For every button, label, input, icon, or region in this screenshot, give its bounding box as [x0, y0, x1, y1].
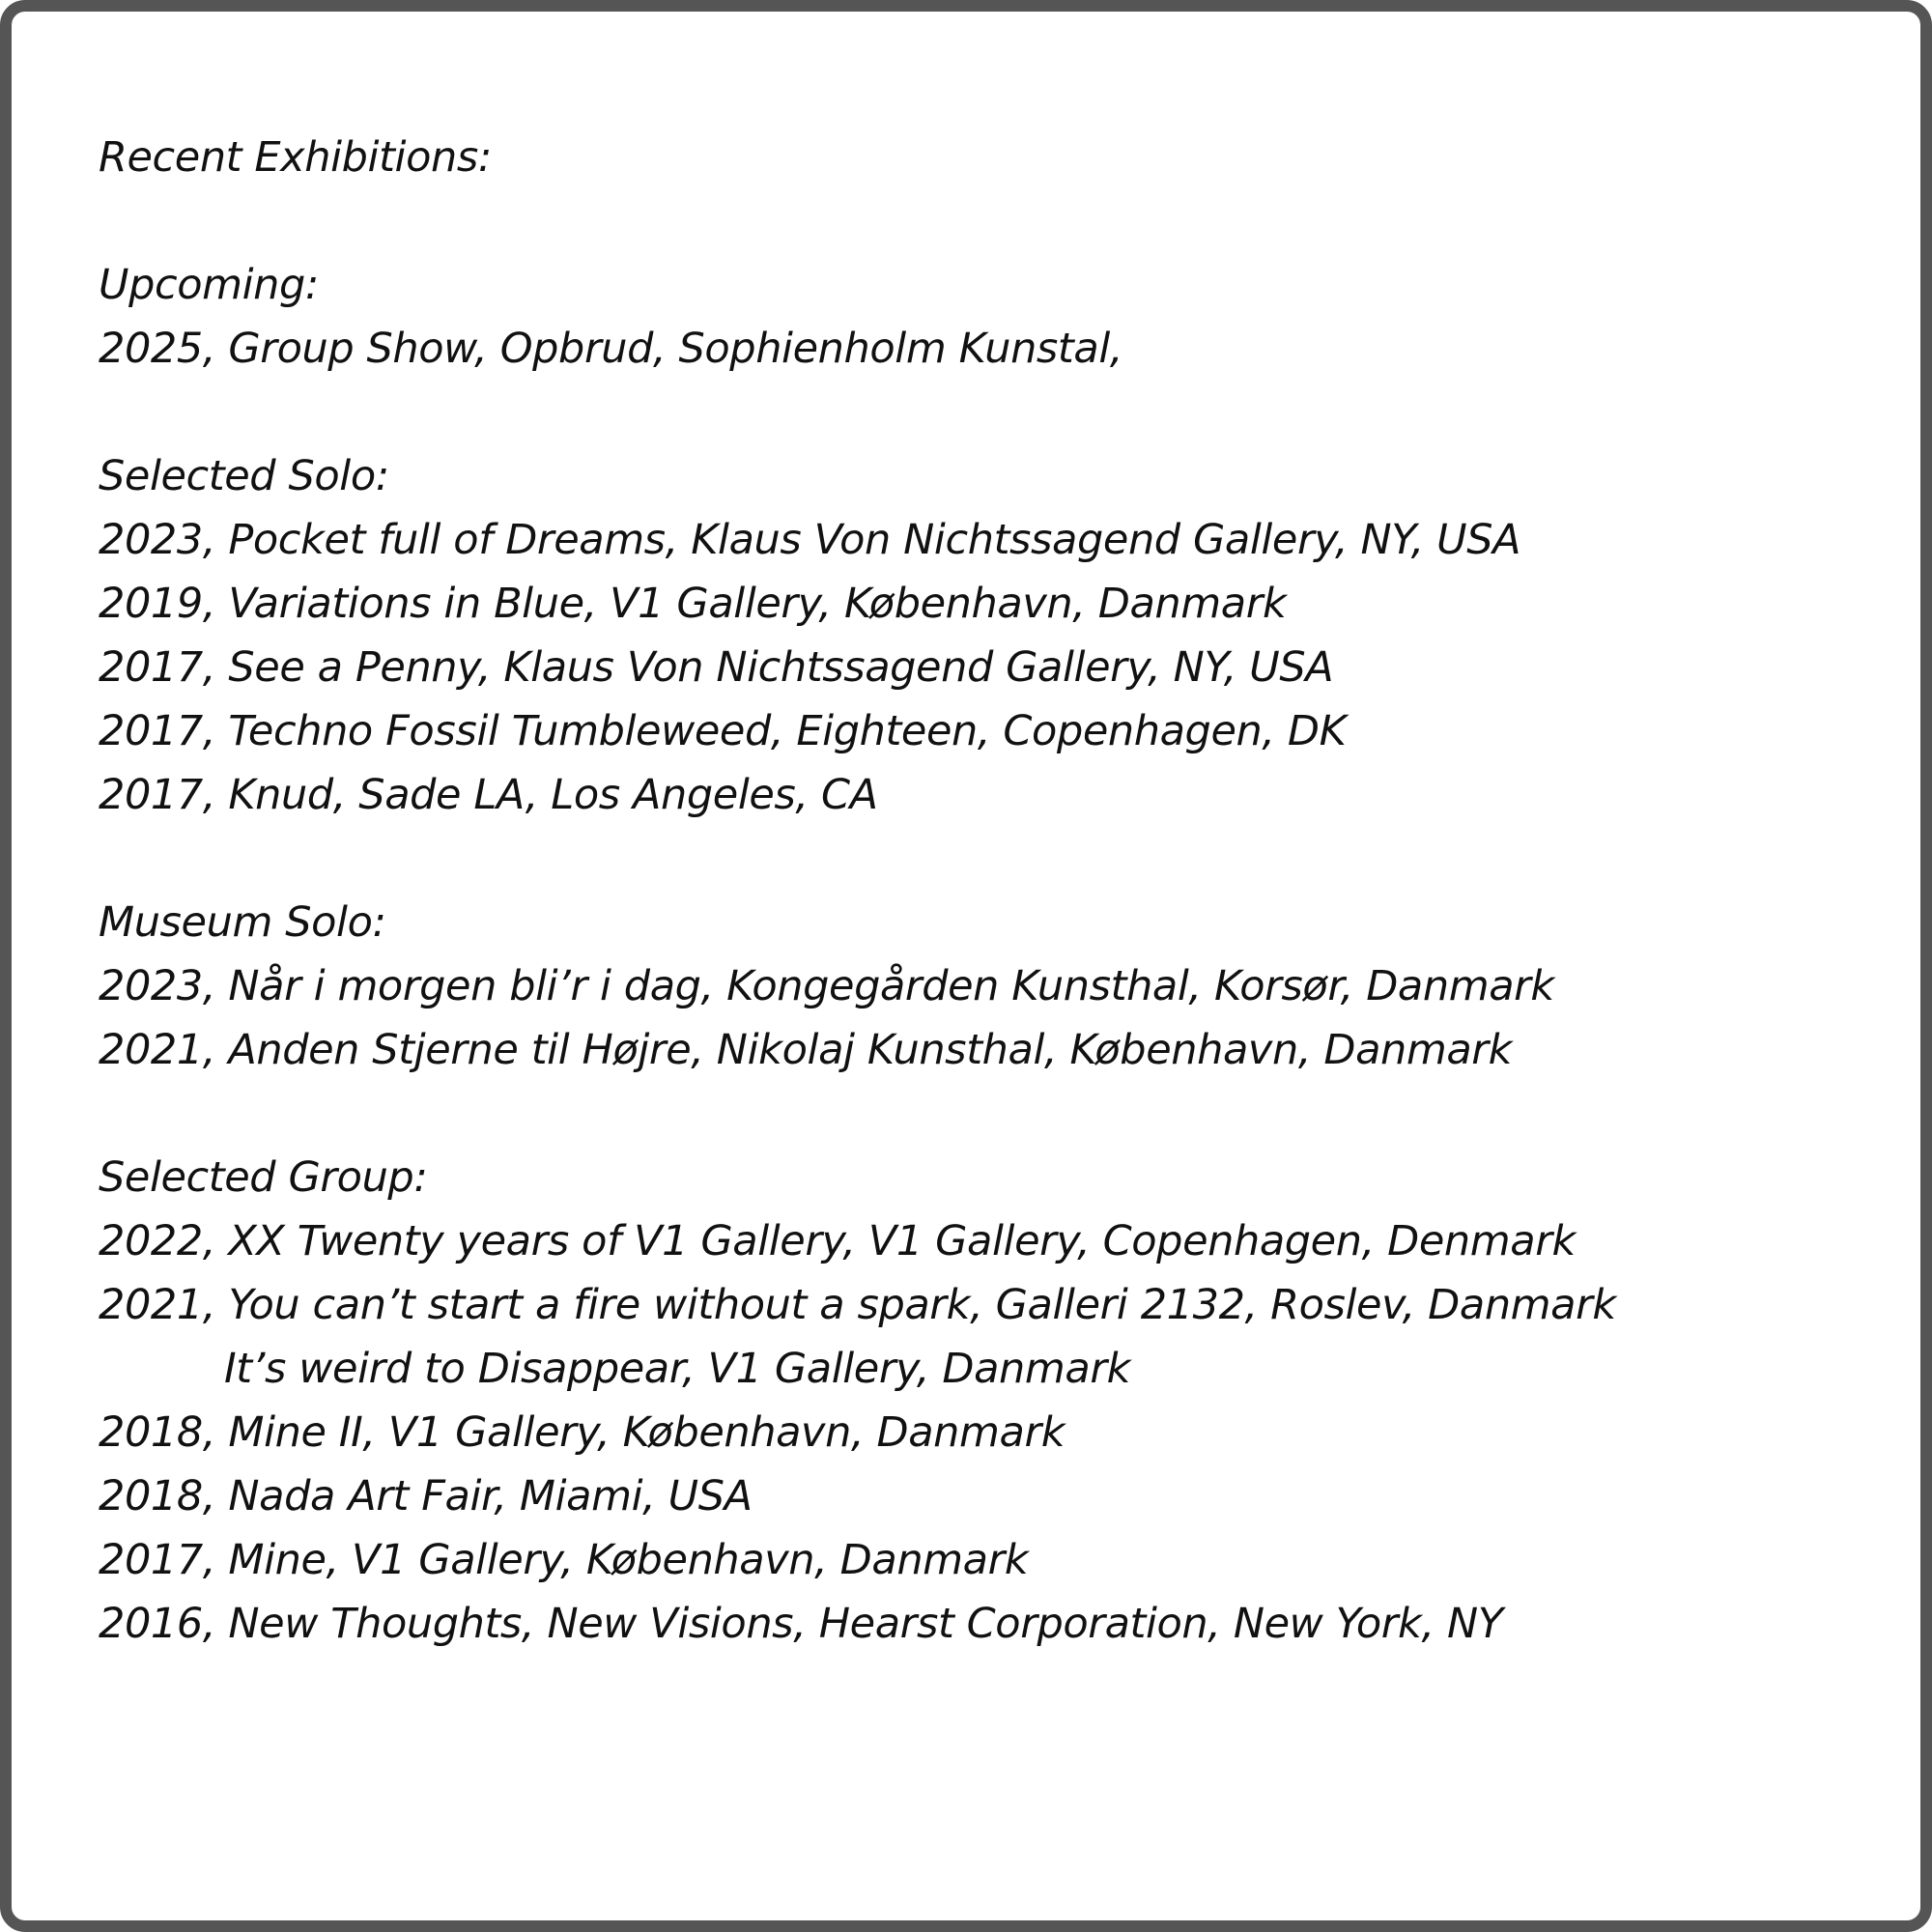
exhibition-entry: 2022, XX Twenty years of V1 Gallery, V1 Gallery, Copenhagen, Denmark — [99, 1217, 1576, 1265]
document-title: Recent Exhibitions: — [99, 133, 492, 182]
exhibitions-document — [99, 126, 1857, 1656]
section-heading-selected-group: Selected Group: — [99, 1153, 428, 1202]
exhibition-entry: 2018, Mine II, V1 Gallery, København, Danmark — [99, 1408, 1065, 1457]
exhibition-entry: 2021, Anden Stjerne til Højre, Nikolaj Kunsthal, København, Danmark — [99, 1026, 1513, 1074]
spacer — [99, 827, 1857, 891]
section-heading-upcoming: Upcoming: — [99, 261, 319, 309]
exhibition-entry: 2023, Pocket full of Dreams, Klaus Von Nichtssagend Gallery, NY, USA — [99, 516, 1521, 564]
exhibition-entry: 2019, Variations in Blue, V1 Gallery, København, Danmark — [99, 580, 1287, 628]
exhibition-entry: 2023, Når i morgen bli’r i dag, Kongegården Kunsthal, Korsør, Danmark — [99, 962, 1554, 1010]
section-heading-selected-solo: Selected Solo: — [99, 452, 389, 500]
exhibition-entry: 2016, New Thoughts, New Visions, Hearst Corporation, New York, NY — [99, 1600, 1503, 1648]
spacer — [99, 189, 1857, 253]
exhibition-entry: 2017, Mine, V1 Gallery, København, Danmark — [99, 1536, 1029, 1584]
exhibition-entry: 2017, Techno Fossil Tumbleweed, Eighteen, Copenhagen, DK — [99, 707, 1347, 755]
section-heading-museum-solo: Museum Solo: — [99, 898, 386, 947]
exhibition-entry: 2018, Nada Art Fair, Miami, USA — [99, 1472, 753, 1520]
spacer — [99, 1082, 1857, 1146]
exhibition-entry: 2017, See a Penny, Klaus Von Nichtssagend Gallery, NY, USA — [99, 643, 1334, 692]
exhibition-entry: 2025, Group Show, Opbrud, Sophienholm Kunstal, — [99, 325, 1123, 373]
spacer — [99, 381, 1857, 444]
exhibition-entry: 2021, You can’t start a fire without a spark, Galleri 2132, Roslev, Danmark — [99, 1281, 1616, 1329]
exhibition-entry: 2017, Knud, Sade LA, Los Angeles, CA — [99, 771, 878, 819]
exhibition-entry-continued: It’s weird to Disappear, V1 Gallery, Danmark — [224, 1345, 1131, 1393]
